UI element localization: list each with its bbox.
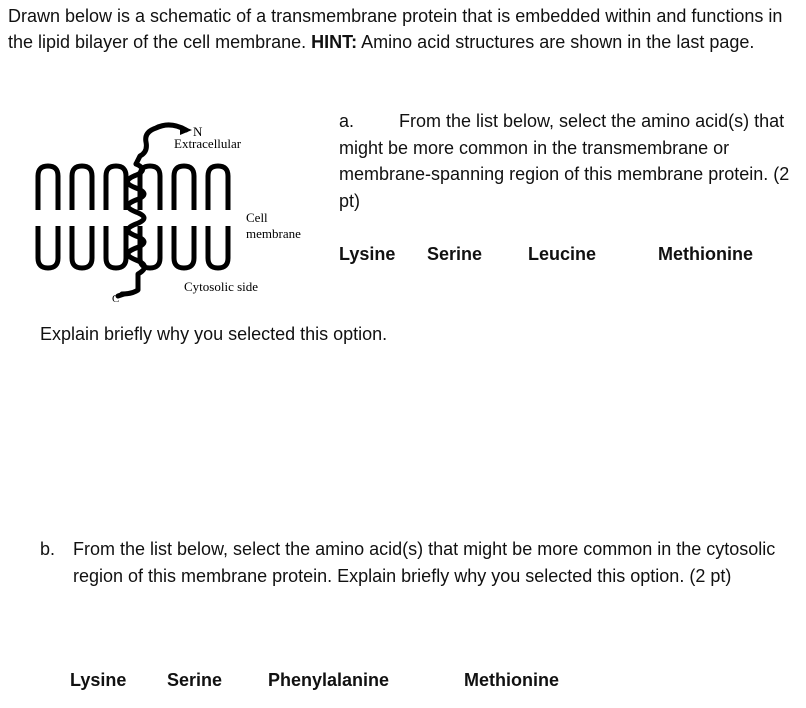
option-b-methionine: Methionine (464, 670, 559, 690)
n-terminus-label: N (193, 124, 203, 139)
intro-text-1: Drawn below is a schematic of a transmembrane protein that is embedded within and functions in the lipid bilayer of the cell membrane. (8, 6, 783, 52)
extracellular-label: Extracellular (174, 136, 242, 151)
question-a-text: From the list below, select the amino acid(s) that might be more common in the transmembrane or membrane-spanning region of this membrane protein. (2 pt) (339, 111, 790, 211)
intro-paragraph (8, 4, 798, 55)
cell-label: Cell (246, 210, 268, 225)
option-a-leucine: Leucine (528, 244, 597, 264)
explain-prompt: Explain briefly why you selected this option. (40, 324, 388, 344)
question-a-marker: a. (339, 111, 355, 131)
option-a-methionine: Methionine (658, 244, 753, 264)
n-terminus-arrow (180, 125, 192, 135)
c-terminus-label: C (112, 293, 120, 305)
hint-label: HINT: (311, 31, 358, 52)
question-b-marker: b. (40, 539, 56, 559)
option-a-serine: Serine (427, 244, 483, 264)
intro-text-2: Amino acid structures are shown in the last page. (357, 31, 755, 52)
transmembrane-protein-diagram (28, 118, 328, 310)
option-b-serine: Serine (167, 670, 223, 690)
option-a-lysine: Lysine (339, 244, 396, 264)
option-b-lysine: Lysine (70, 670, 127, 690)
membrane-label: membrane (246, 226, 301, 241)
option-b-phenylalanine: Phenylalanine (268, 670, 390, 690)
question-b-text: From the list below, select the amino acid(s) that might be more common in the cytosolic region of this membrane protein. Explain briefly why you selected this option. (2 pt) (73, 539, 776, 586)
cytosolic-side-label: Cytosolic side (184, 279, 259, 294)
